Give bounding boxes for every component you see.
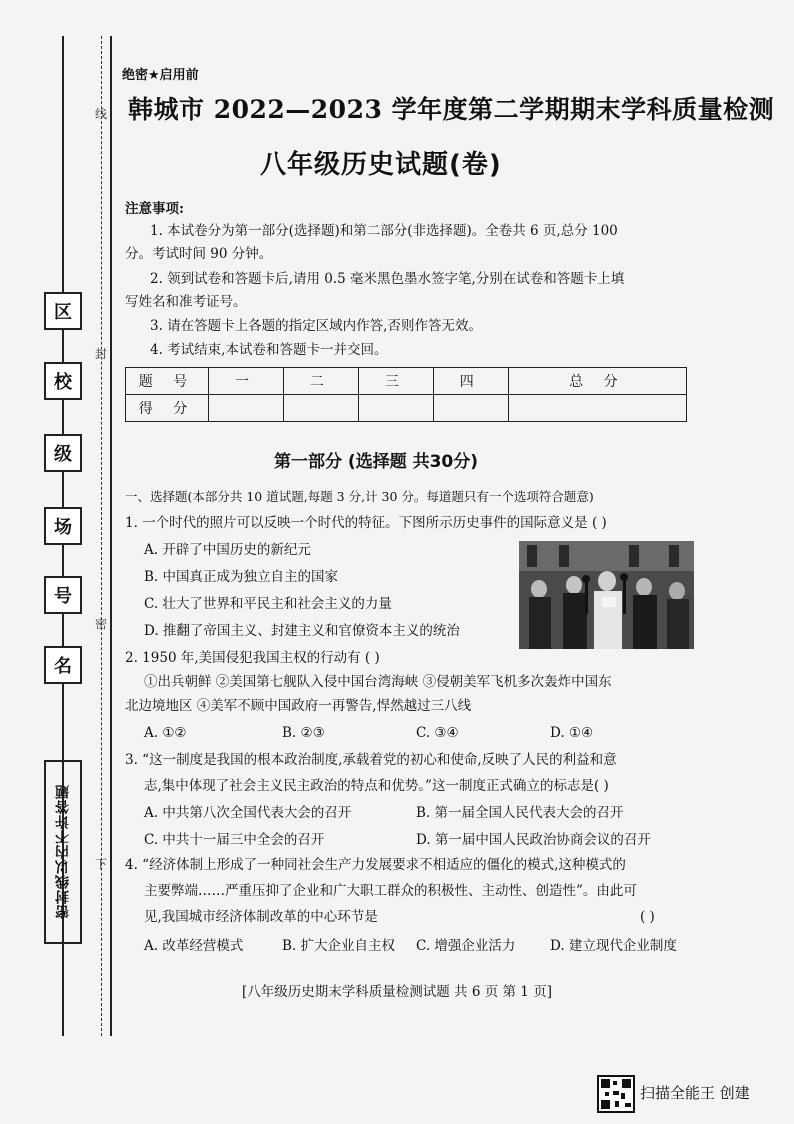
q2-option-d: D. ①④ bbox=[550, 725, 594, 741]
q4-option-a: A. 改革经营模式 bbox=[144, 938, 244, 954]
score-cell bbox=[209, 395, 284, 422]
score-table-header-row bbox=[126, 368, 687, 395]
q3-option-d: D. 第一届中国人民政治协商会议的召开 bbox=[416, 832, 651, 848]
instruction-3: 3. 请在答题卡上各题的指定区域内作答,否则作答无效。 bbox=[150, 318, 482, 334]
q1-option-d: D. 推翻了帝国主义、封建主义和官僚资本主义的统治 bbox=[144, 623, 460, 639]
q4-answer-bracket: ( ) bbox=[640, 909, 655, 925]
exam-title: 韩城市 2022—2023 学年度第二学期期末学科质量检测 bbox=[128, 95, 775, 124]
instructions-heading: 注意事项: bbox=[125, 201, 184, 217]
photo-illustration bbox=[519, 541, 694, 649]
binding-mark-seal: 封 bbox=[95, 347, 108, 361]
q1-option-c: C. 壮大了世界和平民主和社会主义的力量 bbox=[144, 596, 392, 612]
field-number: 号 bbox=[44, 576, 82, 614]
q3-option-b: B. 第一届全国人民代表大会的召开 bbox=[416, 805, 624, 821]
score-cell: 得 分 bbox=[126, 395, 209, 422]
q3-option-a: A. 中共第八次全国代表大会的召开 bbox=[144, 805, 352, 821]
q2-option-a: A. ①② bbox=[144, 725, 187, 741]
binding-mark-line: 线 bbox=[95, 107, 108, 121]
field-school: 校 bbox=[44, 362, 82, 400]
instruction-2b: 写姓名和准考证号。 bbox=[125, 294, 247, 310]
score-cell bbox=[508, 395, 686, 422]
score-cell: 一 bbox=[209, 368, 284, 395]
page-footer: [八年级历史期末学科质量检测试题 共 6 页 第 1 页] bbox=[242, 984, 552, 1000]
q4-stem: 4. “经济体制上形成了一种同社会生产力发展要求不相适应的僵化的模式,这种模式的 bbox=[125, 857, 626, 873]
q2-line2: ①出兵朝鲜 ②美国第七舰队入侵中国台湾海峡 ③侵朝美军飞机多次轰炸中国东 bbox=[144, 674, 612, 690]
q3-stem: 3. “这一制度是我国的根本政治制度,承载着党的初心和使命,反映了人民的利益和意 bbox=[125, 752, 617, 768]
q4-line3: 见,我国城市经济体制改革的中心环节是 bbox=[144, 909, 378, 925]
q2-line3: 北边境地区 ④美军不顾中国政府一再警告,悍然越过三八线 bbox=[125, 698, 472, 714]
qr-code-icon bbox=[597, 1075, 635, 1113]
score-cell: 总 分 bbox=[508, 368, 686, 395]
binding-line-inner bbox=[110, 36, 112, 1036]
score-cell bbox=[283, 395, 358, 422]
q4-option-c: C. 增强企业活力 bbox=[416, 938, 516, 954]
binding-mark-secret: 密 bbox=[95, 617, 108, 631]
instruction-2a: 2. 领到试卷和答题卡后,请用 0.5 毫米黑色墨水签字笔,分别在试卷和答题卡上填 bbox=[150, 271, 625, 287]
score-cell: 三 bbox=[358, 368, 433, 395]
q4-option-d: D. 建立现代企业制度 bbox=[550, 938, 677, 954]
scanner-watermark: 扫描全能王 创建 bbox=[640, 1084, 750, 1102]
score-cell bbox=[358, 395, 433, 422]
q4-line2: 主要弊端……严重压抑了企业和广大职工群众的积极性、主动性、创造性”。由此可 bbox=[144, 883, 637, 899]
q4-option-b: B. 扩大企业自主权 bbox=[282, 938, 396, 954]
score-cell bbox=[433, 395, 508, 422]
q2-option-c: C. ③④ bbox=[416, 725, 459, 741]
instruction-4: 4. 考试结束,本试卷和答题卡一并交回。 bbox=[150, 342, 388, 358]
field-name: 名 bbox=[44, 646, 82, 684]
secret-label: 绝密★启用前 bbox=[122, 68, 199, 83]
q1-historical-photo bbox=[519, 541, 694, 649]
score-table-score-row bbox=[126, 395, 687, 422]
q2-option-b: B. ②③ bbox=[282, 725, 325, 741]
score-cell: 题 号 bbox=[126, 368, 209, 395]
score-cell: 二 bbox=[283, 368, 358, 395]
q3-line2: 志,集中体现了社会主义民主政治的特点和优势。”这一制度正式确立的标志是( ) bbox=[144, 778, 609, 794]
exam-subtitle: 八年级历史试题(卷) bbox=[260, 150, 502, 180]
field-exam-room: 场 bbox=[44, 507, 82, 545]
field-class: 级 bbox=[44, 434, 82, 472]
score-cell: 四 bbox=[433, 368, 508, 395]
binding-dashed-line bbox=[101, 36, 102, 1036]
q3-option-c: C. 中共十一届三中全会的召开 bbox=[144, 832, 325, 848]
instruction-1b: 分。考试时间 90 分钟。 bbox=[125, 246, 273, 262]
field-district: 区 bbox=[44, 292, 82, 330]
binding-mark-down: 下 bbox=[95, 857, 108, 871]
part1-title: 第一部分 (选择题 共30分) bbox=[274, 452, 479, 472]
q1-option-a: A. 开辟了中国历史的新纪元 bbox=[144, 542, 311, 558]
section-instructions: 一、选择题(本部分共 10 道试题,每题 3 分,计 30 分。每道题只有一个选项符合题意) bbox=[125, 489, 594, 504]
score-table bbox=[125, 367, 687, 422]
q1-option-b: B. 中国真正成为独立自主的国家 bbox=[144, 569, 339, 585]
q1-stem: 1. 一个时代的照片可以反映一个时代的特征。下图所示历史事件的国际意义是 ( ) bbox=[125, 515, 607, 531]
binding-notice: 密封线以内不许答题 bbox=[44, 760, 82, 944]
q2-stem: 2. 1950 年,美国侵犯我国主权的行动有 ( ) bbox=[125, 650, 380, 666]
instruction-1a: 1. 本试卷分为第一部分(选择题)和第二部分(非选择题)。全卷共 6 页,总分 100 bbox=[150, 223, 618, 239]
